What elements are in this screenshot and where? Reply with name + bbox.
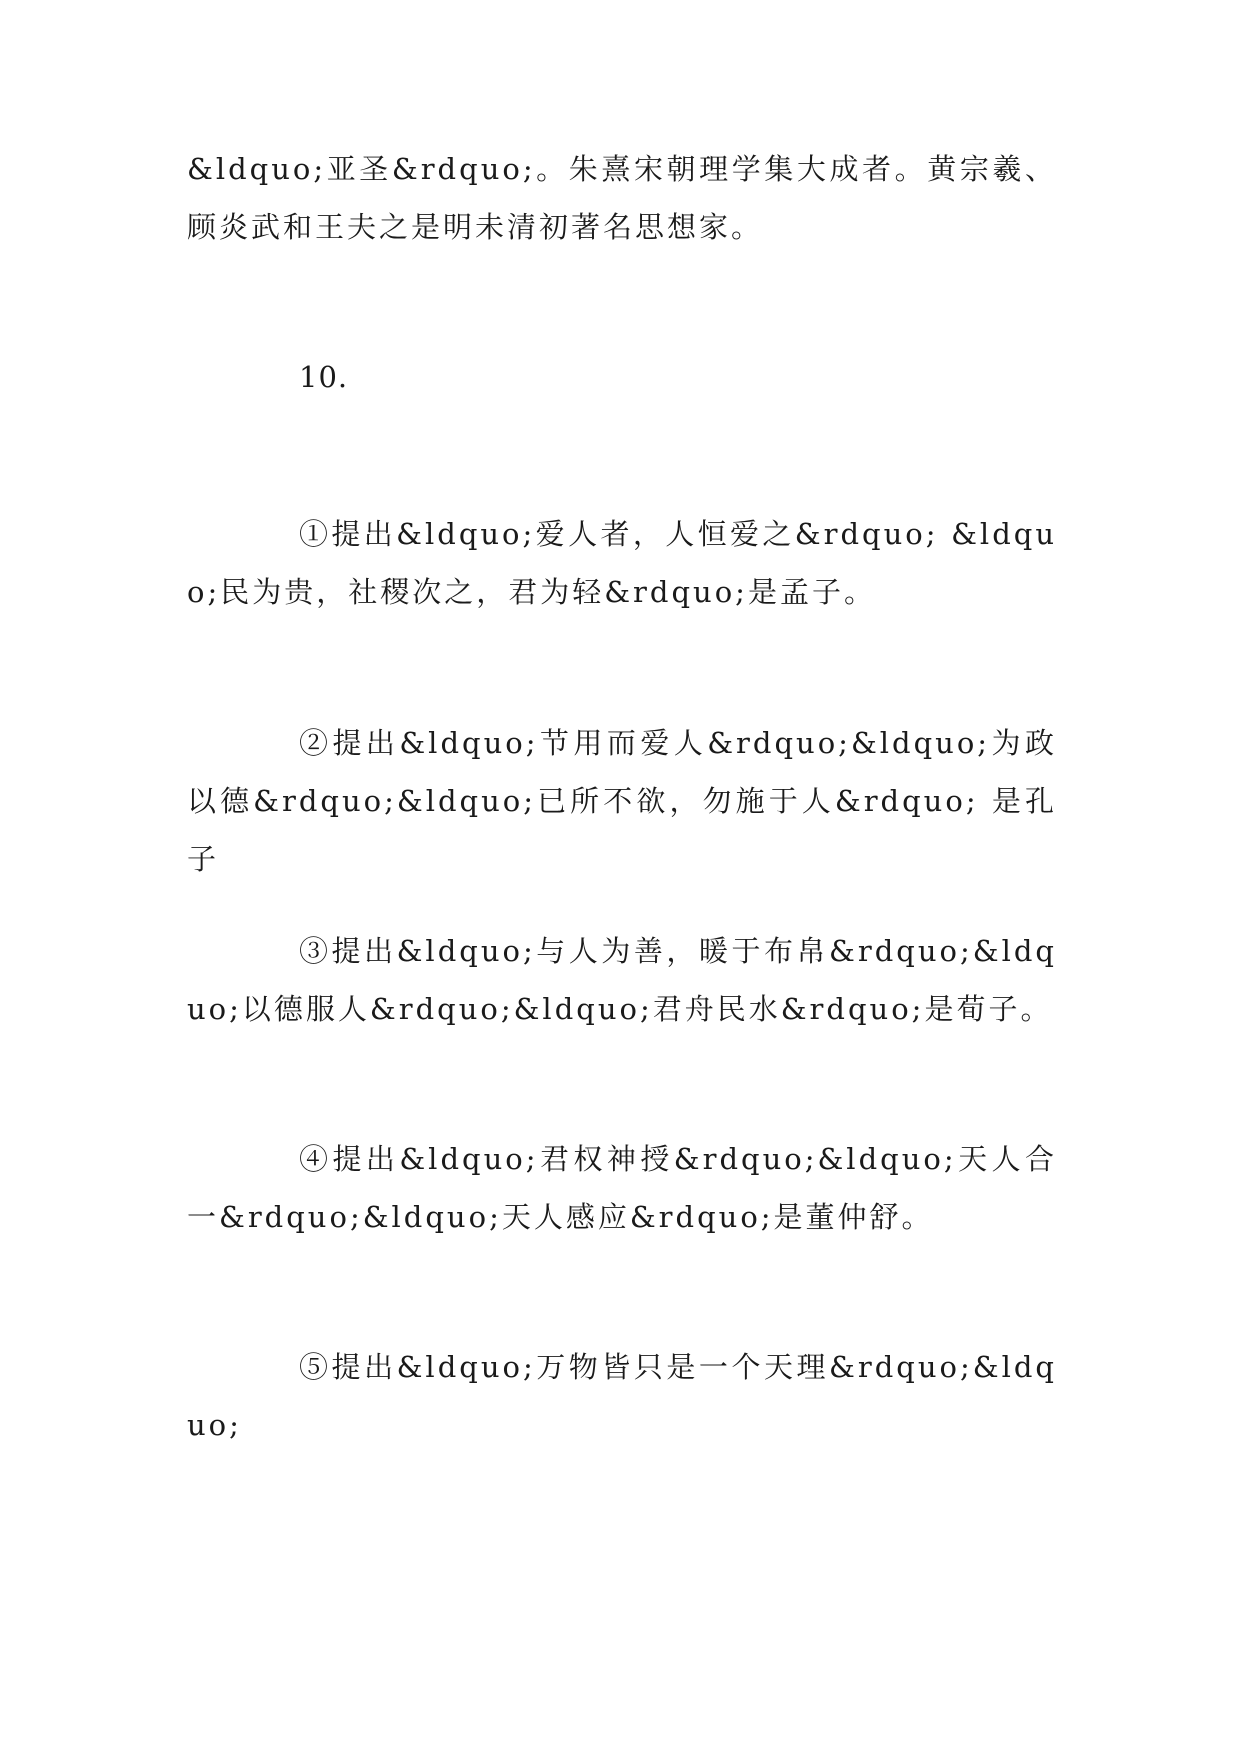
paragraph-item-5: ⑤提出&ldquo;万物皆只是一个天理&rdquo;&ldquo; [187, 1350, 1057, 1442]
paragraph-item-1: ①提出&ldquo;爱人者，人恒爱之&rdquo; &ldquo;民为贵，社稷次之，君为轻&rdquo;是孟子。 [187, 517, 1057, 609]
paragraph-item-4: ④提出&ldquo;君权神授&rdquo;&ldquo;天人合一&rdquo;&ldquo;天人感应&rdquo;是董仲舒。 [187, 1142, 1057, 1234]
paragraph-item-3: ③提出&ldquo;与人为善，暖于布帛&rdquo;&ldquo;以德服人&rdquo;&ldquo;君舟民水&rdquo;是荀子。 [187, 934, 1057, 1026]
paragraph-item-2: ②提出&ldquo;节用而爱人&rdquo;&ldquo;为政以德&rdquo;&ldquo;已所不欲，勿施于人&rdquo; 是孔子 [187, 726, 1057, 876]
paragraph-continuation: &ldquo;亚圣&rdquo;。朱熹宋朝理学集大成者。黄宗羲、顾炎武和王夫之是明未清初著名思想家。 [187, 152, 1057, 244]
item-number: 10. [299, 360, 349, 394]
